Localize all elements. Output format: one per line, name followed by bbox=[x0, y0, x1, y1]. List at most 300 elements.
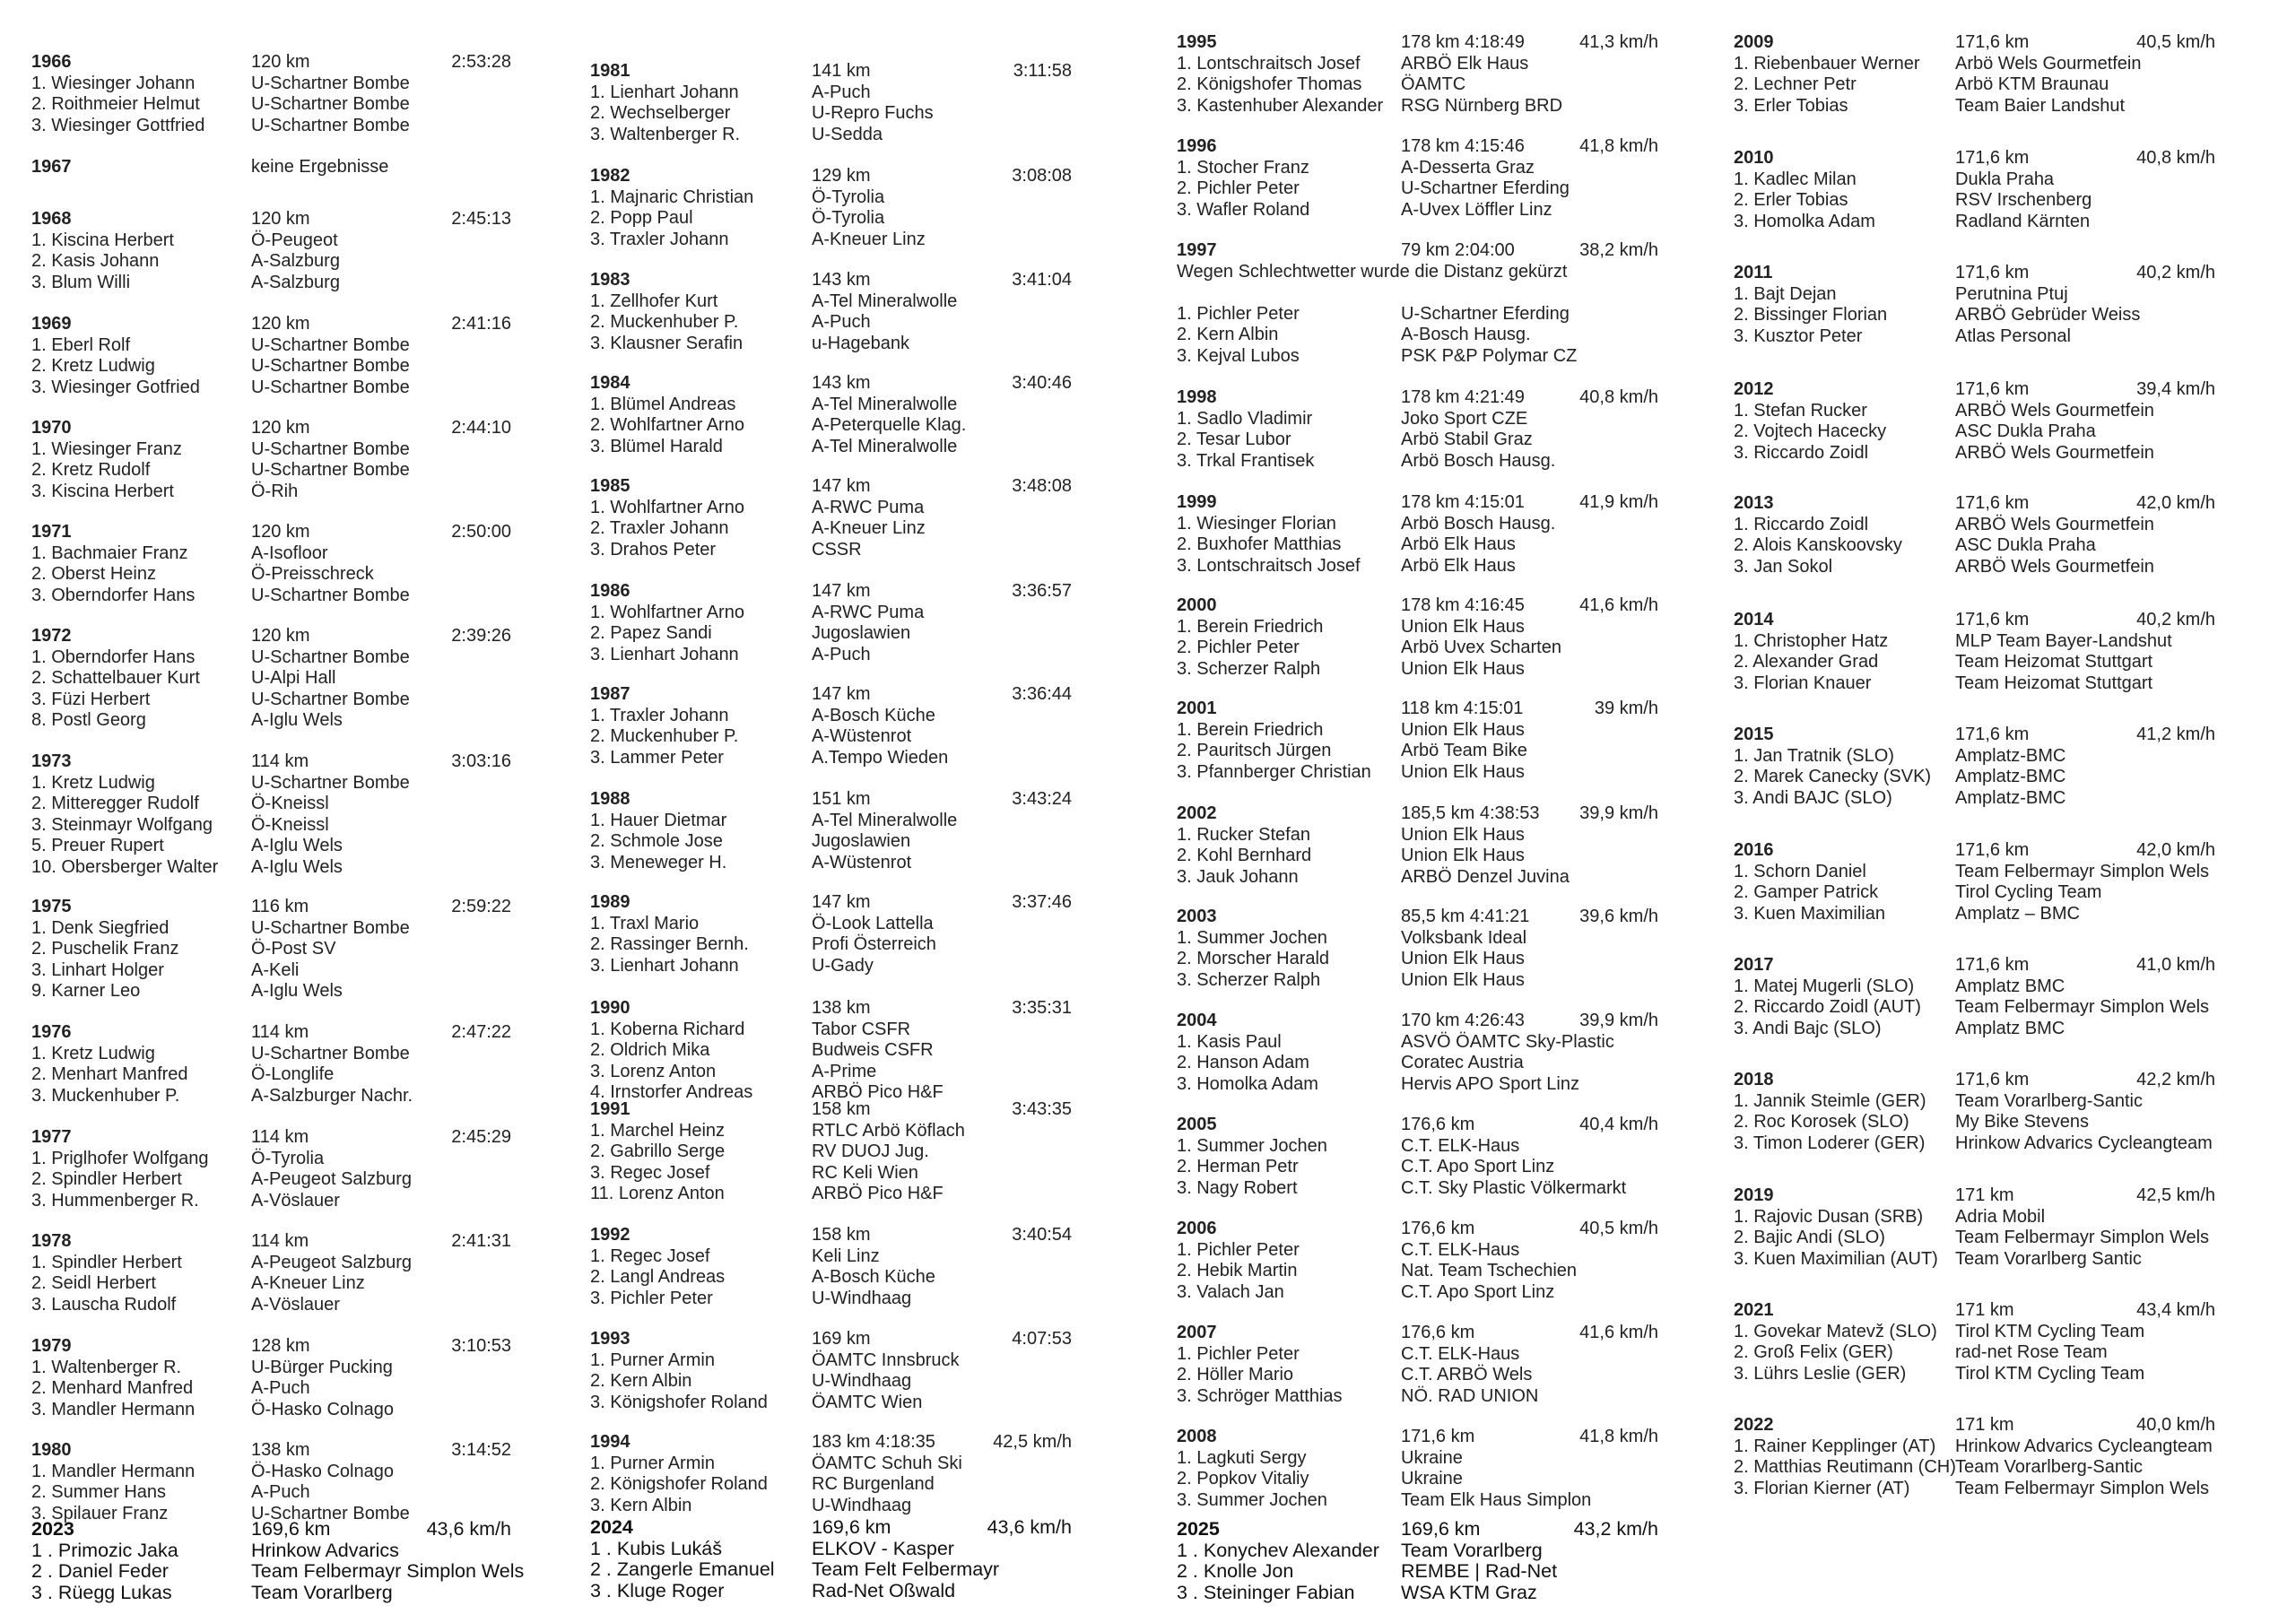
year-line bbox=[590, 581, 1072, 603]
year-label: 2013 bbox=[1734, 493, 1774, 513]
year-result-block bbox=[590, 684, 1072, 768]
rider-name: 3. Regec Josef bbox=[590, 1162, 710, 1183]
team-name: U-Windhaag bbox=[812, 1495, 912, 1515]
team-name: A-Salzburger Nachr. bbox=[251, 1085, 413, 1106]
rider-name: 2. Groß Felix (GER) bbox=[1734, 1342, 1893, 1362]
time-label: 2:44:10 bbox=[451, 418, 511, 438]
year-line bbox=[1177, 1219, 1658, 1240]
year-line bbox=[31, 897, 511, 918]
rider-name: 1. Waltenberger R. bbox=[31, 1357, 182, 1377]
result-line bbox=[31, 1400, 511, 1421]
result-line bbox=[1177, 1136, 1658, 1158]
team-name: Amplatz-BMC bbox=[1955, 767, 2066, 786]
team-name: ARBÖ Denzel Juvina bbox=[1401, 866, 1570, 887]
result-line bbox=[1734, 401, 2215, 422]
team-name: Team Elk Haus Simplon bbox=[1401, 1489, 1592, 1510]
rider-name: 2. Herman Petr bbox=[1177, 1157, 1299, 1176]
team-name: A-Tel Mineralwolle bbox=[812, 436, 958, 456]
year-result-block bbox=[31, 1022, 511, 1107]
team-name: A-Vöslauer bbox=[251, 1294, 340, 1315]
team-name: U-Schartner Bombe bbox=[251, 689, 410, 709]
result-line bbox=[1734, 652, 2215, 673]
result-line bbox=[1177, 1261, 1658, 1282]
distance-label: 169,6 km bbox=[812, 1516, 891, 1538]
result-line bbox=[590, 811, 1072, 832]
result-line bbox=[1177, 1386, 1658, 1408]
year-label: 1975 bbox=[31, 897, 72, 916]
time-label: 42,0 km/h bbox=[2136, 840, 2215, 860]
rider-name: 3. Kejval Lubos bbox=[1177, 345, 1300, 366]
team-name: A-Salzburg bbox=[251, 272, 340, 292]
time-label: 39,9 km/h bbox=[1579, 1011, 1658, 1030]
year-label: 1989 bbox=[590, 892, 631, 912]
result-line bbox=[31, 230, 511, 252]
distance-label: 178 km 4:16:45 bbox=[1401, 595, 1525, 615]
year-line bbox=[31, 522, 511, 543]
rider-name: 2. Spindler Herbert bbox=[31, 1169, 182, 1189]
rider-name: 3 . Steininger Fabian bbox=[1177, 1581, 1355, 1603]
team-name: Union Elk Haus bbox=[1401, 846, 1525, 865]
result-line bbox=[31, 857, 511, 879]
time-label: 2:41:31 bbox=[451, 1231, 511, 1251]
year-result-block bbox=[1734, 955, 2215, 1039]
team-name: Joko Sport CZE bbox=[1401, 408, 1528, 429]
result-line bbox=[590, 187, 1072, 209]
result-line bbox=[1177, 1053, 1658, 1074]
year-result-block bbox=[1734, 493, 2215, 577]
rider-name: 1. Oberndorfer Hans bbox=[31, 647, 196, 667]
rider-name: 3. Waltenberger R. bbox=[590, 124, 741, 144]
year-label: 2019 bbox=[1734, 1185, 1774, 1205]
distance-label: 143 km bbox=[812, 373, 871, 393]
team-name: A-Tel Mineralwolle bbox=[812, 810, 958, 830]
time-label: 3:43:24 bbox=[1012, 789, 1072, 809]
rider-name: 1. Lienhart Johann bbox=[590, 82, 739, 102]
team-name: Arbö Team Bike bbox=[1401, 741, 1527, 760]
year-result-block bbox=[31, 1336, 511, 1420]
result-line bbox=[590, 706, 1072, 727]
year-result-block bbox=[1177, 699, 1658, 783]
team-name: A-Bosch Küche bbox=[812, 705, 935, 725]
year-line bbox=[1177, 492, 1658, 514]
year-label: 1995 bbox=[1177, 32, 1217, 52]
year-label: 1984 bbox=[590, 373, 631, 393]
time-label: 3:35:31 bbox=[1012, 998, 1072, 1018]
rider-name: 3. Königshofer Roland bbox=[590, 1392, 768, 1412]
year-label: 2004 bbox=[1177, 1011, 1217, 1030]
team-name: A-RWC Puma bbox=[812, 497, 925, 517]
team-name: Union Elk Haus bbox=[1401, 969, 1525, 990]
team-name: A-Uvex Löffler Linz bbox=[1401, 199, 1552, 220]
year-result-block bbox=[1177, 1219, 1658, 1303]
year-label: 1981 bbox=[590, 61, 631, 81]
result-line bbox=[31, 815, 511, 837]
result-line bbox=[1177, 659, 1658, 681]
time-label: 3:37:46 bbox=[1012, 892, 1072, 912]
result-line bbox=[1177, 1282, 1658, 1304]
year-result-block bbox=[590, 61, 1072, 145]
year-line bbox=[31, 209, 511, 230]
distance-label: 116 km bbox=[251, 897, 309, 916]
year-result-block bbox=[1734, 1415, 2215, 1499]
rider-name: 3. Kern Albin bbox=[590, 1495, 692, 1515]
distance-label: 141 km bbox=[812, 61, 871, 81]
rider-name: 1. Koberna Richard bbox=[590, 1019, 745, 1039]
rider-name: 1. Pichler Peter bbox=[1177, 1239, 1300, 1260]
year-result-block bbox=[1177, 1323, 1658, 1407]
result-line bbox=[590, 914, 1072, 935]
time-label: 39,4 km/h bbox=[2136, 379, 2215, 399]
team-name: U-Schartner Bombe bbox=[251, 356, 410, 376]
time-label: 39,9 km/h bbox=[1579, 803, 1658, 823]
rider-name: 3. Lorenz Anton bbox=[590, 1061, 717, 1081]
year-line bbox=[1177, 803, 1658, 825]
team-name: ARBÖ Wels Gourmetfein bbox=[1955, 556, 2154, 577]
distance-label: 171 km bbox=[1955, 1185, 2014, 1205]
result-line bbox=[31, 586, 511, 607]
time-label: 40,2 km/h bbox=[2136, 610, 2215, 629]
team-name: My Bike Stevens bbox=[1955, 1112, 2089, 1132]
team-name: U-Gady bbox=[812, 955, 874, 976]
year-result-block bbox=[31, 1440, 511, 1524]
rider-name: 3. Oberndorfer Hans bbox=[31, 585, 196, 605]
team-name: Amplatz BMC bbox=[1955, 976, 2066, 996]
team-name: Team Felbermayr Simplon Wels bbox=[1955, 1478, 2210, 1498]
team-name: Dukla Praha bbox=[1955, 169, 2055, 189]
team-name: Arbö Stabil Graz bbox=[1401, 430, 1533, 449]
team-name: U-Repro Fuchs bbox=[812, 103, 934, 123]
team-name: Team Heizomat Stuttgart bbox=[1955, 652, 2153, 672]
year-result-block bbox=[590, 998, 1072, 1104]
result-line bbox=[590, 1393, 1072, 1414]
result-line bbox=[590, 1020, 1072, 1041]
time-label: 40,5 km/h bbox=[2136, 32, 2215, 52]
distance-label: 120 km bbox=[251, 626, 310, 646]
rider-name: 2. Gamper Patrick bbox=[1734, 882, 1879, 902]
team-name: A-Iglu Wels bbox=[251, 836, 343, 855]
result-line bbox=[1177, 54, 1658, 75]
time-label: 3:43:35 bbox=[1012, 1099, 1072, 1119]
result-line bbox=[1734, 96, 2215, 117]
year-label: 1969 bbox=[31, 314, 72, 334]
rider-name: 3. Trkal Frantisek bbox=[1177, 450, 1315, 471]
rider-name: 3. Kusztor Peter bbox=[1734, 325, 1863, 346]
rider-name: 2. Wohlfartner Arno bbox=[590, 415, 744, 435]
year-label: 1982 bbox=[590, 166, 631, 186]
rider-name: 1. Berein Friedrich bbox=[1177, 719, 1324, 740]
team-name: U-Schartner Bombe bbox=[251, 585, 410, 605]
distance-label: 171,6 km bbox=[1955, 610, 2030, 629]
result-line bbox=[1177, 346, 1658, 368]
year-result-block bbox=[31, 897, 511, 1002]
year-result-block bbox=[1734, 263, 2215, 347]
result-line bbox=[31, 356, 511, 378]
team-name: A-Desserta Graz bbox=[1401, 157, 1535, 178]
rider-name: 3. Nagy Robert bbox=[1177, 1177, 1298, 1198]
rider-name: 1. Wiesinger Florian bbox=[1177, 513, 1336, 534]
team-name: ARBÖ Pico H&F bbox=[812, 1184, 944, 1203]
team-name: ÖAMTC Wien bbox=[812, 1392, 923, 1412]
result-line bbox=[590, 1121, 1072, 1142]
year-line bbox=[31, 1336, 511, 1358]
year-line bbox=[590, 684, 1072, 706]
result-line bbox=[1734, 976, 2215, 998]
time-label: 40,2 km/h bbox=[2136, 263, 2215, 282]
rider-name: 1. Majnaric Christian bbox=[590, 187, 754, 207]
team-name: Hrinkow Advarics Cycleangteam bbox=[1955, 1133, 2213, 1153]
year-label: 1978 bbox=[31, 1231, 72, 1251]
result-line bbox=[1734, 767, 2215, 788]
result-line bbox=[31, 1541, 511, 1562]
team-name: Team Felt Felbermayr bbox=[812, 1558, 1000, 1580]
result-line bbox=[1734, 904, 2215, 925]
time-label: 40,5 km/h bbox=[1579, 1219, 1658, 1238]
year-line bbox=[1734, 148, 2215, 169]
time-label: 3:36:44 bbox=[1012, 684, 1072, 704]
rider-name: 3. Linhart Holger bbox=[31, 959, 164, 980]
rider-name: 2. Pichler Peter bbox=[1177, 638, 1300, 657]
team-name: A-Puch bbox=[812, 82, 871, 102]
year-line bbox=[1734, 1070, 2215, 1091]
team-name: U-Schartner Bombe bbox=[251, 460, 410, 480]
team-name: rad-net Rose Team bbox=[1955, 1342, 2108, 1362]
rider-name: 3. Summer Jochen bbox=[1177, 1489, 1327, 1510]
team-name: Ö-Post SV bbox=[251, 939, 336, 959]
year-result-block bbox=[1177, 492, 1658, 577]
distance-label: 171,6 km bbox=[1955, 32, 2030, 52]
distance-label: 151 km bbox=[812, 789, 871, 809]
rider-name: 1. Sadlo Vladimir bbox=[1177, 408, 1313, 429]
result-line bbox=[1734, 443, 2215, 464]
year-label: 1977 bbox=[31, 1127, 72, 1147]
team-name: RC Keli Wien bbox=[812, 1162, 918, 1183]
rider-name: 1. Wiesinger Johann bbox=[31, 73, 196, 93]
team-name: Budweis CSFR bbox=[812, 1040, 934, 1060]
result-line bbox=[31, 1064, 511, 1086]
time-label: 40,8 km/h bbox=[2136, 148, 2215, 168]
result-line bbox=[590, 1141, 1072, 1163]
year-line bbox=[590, 270, 1072, 291]
rider-name: 2. Roc Korosek (SLO) bbox=[1734, 1112, 1909, 1132]
distance-label: 171,6 km bbox=[1955, 840, 2030, 860]
year-line bbox=[31, 52, 511, 74]
result-line bbox=[1734, 326, 2215, 348]
team-name: U-Schartner Bombe bbox=[251, 94, 410, 114]
rider-name: 2. Papez Sandi bbox=[590, 623, 712, 643]
rider-name: 3. Hummenberger R. bbox=[31, 1190, 199, 1211]
year-label: 1971 bbox=[31, 522, 72, 542]
rider-name: 1. Summer Jochen bbox=[1177, 927, 1327, 948]
team-name: A-Bosch Küche bbox=[812, 1267, 935, 1287]
team-name: A-Prime bbox=[812, 1061, 877, 1081]
rider-name: 1. Kadlec Milan bbox=[1734, 169, 1857, 189]
team-name: RSG Nürnberg BRD bbox=[1401, 95, 1563, 116]
rider-name: 1. Kasis Paul bbox=[1177, 1031, 1282, 1052]
year-line bbox=[31, 1231, 511, 1253]
result-line bbox=[1177, 1178, 1658, 1200]
rider-name: 1. Rucker Stefan bbox=[1177, 824, 1310, 845]
year-result-block bbox=[1734, 1300, 2215, 1384]
rider-name: 1. Wohlfartner Arno bbox=[590, 602, 744, 622]
rider-name: 1. Zellhofer Kurt bbox=[590, 291, 718, 311]
distance-label: 147 km bbox=[812, 892, 871, 912]
rider-name: 1. Jannik Steimle (GER) bbox=[1734, 1090, 1926, 1111]
time-label: 41,0 km/h bbox=[2136, 955, 2215, 975]
rider-name: 2. Kretz Ludwig bbox=[31, 356, 155, 376]
result-line bbox=[31, 981, 511, 1002]
team-name: Ö-Look Lattella bbox=[812, 913, 934, 933]
rider-name: 2. Königshofer Roland bbox=[590, 1474, 768, 1494]
time-label: 41,2 km/h bbox=[2136, 725, 2215, 744]
rider-name: 3. Kiscina Herbert bbox=[31, 481, 174, 501]
rider-name: 3 . Rüegg Lukas bbox=[31, 1581, 172, 1603]
time-label: 43,6 km/h bbox=[426, 1518, 511, 1540]
result-line bbox=[590, 1539, 1072, 1560]
rider-name: 3. Riccardo Zoidl bbox=[1734, 442, 1869, 463]
result-line bbox=[590, 1559, 1072, 1581]
rider-name: 1. Rajovic Dusan (SRB) bbox=[1734, 1206, 1924, 1227]
distance-label: 185,5 km 4:38:53 bbox=[1401, 803, 1540, 823]
distance-label: 85,5 km 4:41:21 bbox=[1401, 907, 1530, 926]
team-name: A-Iglu Wels bbox=[251, 981, 343, 1001]
result-line bbox=[31, 439, 511, 461]
team-name: ARBÖ Gebrüder Weiss bbox=[1955, 305, 2141, 325]
year-line bbox=[590, 1225, 1072, 1246]
result-line bbox=[590, 540, 1072, 561]
team-name: Jugoslawien bbox=[812, 831, 911, 851]
time-label: 3:40:54 bbox=[1012, 1225, 1072, 1245]
distance-label: 176,6 km bbox=[1401, 1219, 1475, 1238]
result-line bbox=[1734, 1133, 2215, 1155]
team-name: Ö-Hasko Colnago bbox=[251, 1399, 394, 1419]
rider-name: 1. Priglhofer Wolfgang bbox=[31, 1148, 209, 1168]
result-line bbox=[1177, 1583, 1658, 1604]
rider-name: 3. Kuen Maximilian bbox=[1734, 903, 1885, 924]
rider-name: 1. Matej Mugerli (SLO) bbox=[1734, 976, 1915, 996]
rider-name: 2. Marek Canecky (SVK) bbox=[1734, 767, 1932, 786]
result-line bbox=[590, 603, 1072, 624]
year-result-block bbox=[590, 1099, 1072, 1205]
distance-label: 138 km bbox=[812, 998, 871, 1018]
year-line bbox=[31, 1519, 511, 1541]
distance-label: 183 km 4:18:35 bbox=[812, 1432, 935, 1452]
rider-name: 2. Summer Hans bbox=[31, 1482, 167, 1502]
team-name: Arbö Bosch Hausg. bbox=[1401, 513, 1556, 534]
result-line bbox=[31, 1378, 511, 1400]
team-name: Union Elk Haus bbox=[1401, 949, 1525, 968]
year-label: 2015 bbox=[1734, 725, 1774, 744]
team-name: Arbö Wels Gourmetfein bbox=[1955, 53, 2142, 74]
team-name: Team Felbermayr Simplon Wels bbox=[1955, 1228, 2210, 1247]
distance-label: 114 km bbox=[251, 1231, 309, 1251]
result-line bbox=[590, 956, 1072, 977]
team-name: WSA KTM Graz bbox=[1401, 1581, 1537, 1603]
team-name: U-Sedda bbox=[812, 124, 883, 144]
year-result-block bbox=[590, 1329, 1072, 1413]
team-name: Volksbank Ideal bbox=[1401, 927, 1527, 948]
rider-name: 1. Denk Siegfried bbox=[31, 917, 170, 938]
team-name: Amplatz – BMC bbox=[1955, 903, 2080, 924]
time-label: 41,9 km/h bbox=[1579, 492, 1658, 512]
team-name: A-Puch bbox=[251, 1482, 310, 1502]
time-label: 42,5 km/h bbox=[993, 1432, 1072, 1452]
rider-name: 3. Lontschraitsch Josef bbox=[1177, 555, 1361, 576]
rider-name: 4. Irnstorfer Andreas bbox=[590, 1082, 753, 1102]
result-line bbox=[31, 1295, 511, 1316]
result-line bbox=[1177, 556, 1658, 577]
result-line bbox=[1177, 1032, 1658, 1054]
team-name: ÖAMTC bbox=[1401, 74, 1466, 94]
distance-label: 171,6 km bbox=[1955, 955, 2030, 975]
team-name: A-Isofloor bbox=[251, 542, 328, 563]
year-label: 1979 bbox=[31, 1336, 72, 1356]
year-line bbox=[590, 476, 1072, 498]
distance-label: 178 km 4:21:49 bbox=[1401, 387, 1525, 407]
rider-name: 3. Scherzer Ralph bbox=[1177, 658, 1321, 679]
year-result-block bbox=[1177, 136, 1658, 221]
result-line bbox=[1177, 158, 1658, 179]
team-name: C.T. ARBÖ Wels bbox=[1401, 1365, 1533, 1384]
result-line bbox=[1734, 1112, 2215, 1133]
team-name: A-RWC Puma bbox=[812, 602, 925, 622]
time-label: 42,5 km/h bbox=[2136, 1185, 2215, 1205]
distance-label: 128 km bbox=[251, 1336, 310, 1356]
time-label: 3:41:04 bbox=[1012, 270, 1072, 290]
rider-name: 2. Buxhofer Matthias bbox=[1177, 534, 1342, 554]
rider-name: 1. Purner Armin bbox=[590, 1350, 715, 1370]
team-name: RTLC Arbö Köflach bbox=[812, 1120, 965, 1141]
rider-name: 2. Mitteregger Rudolf bbox=[31, 794, 199, 813]
result-line bbox=[31, 1462, 511, 1483]
result-line bbox=[1734, 1479, 2215, 1500]
rider-name: 2. Muckenhuber P. bbox=[590, 312, 739, 332]
result-line bbox=[1177, 928, 1658, 950]
team-name: Arbö KTM Braunau bbox=[1955, 74, 2109, 94]
distance-label: 158 km bbox=[812, 1099, 871, 1119]
team-name: ASC Dukla Praha bbox=[1955, 535, 2096, 555]
team-name: U-Schartner Bombe bbox=[251, 1503, 410, 1523]
team-name: A-Vöslauer bbox=[251, 1190, 340, 1211]
rider-name: 3. Andi Bajc (SLO) bbox=[1734, 1018, 1882, 1038]
time-label: 38,2 km/h bbox=[1579, 240, 1658, 260]
rider-name: 1. Mandler Hermann bbox=[31, 1461, 196, 1481]
rider-name: 2. Kretz Rudolf bbox=[31, 460, 151, 480]
team-name: U-Schartner Bombe bbox=[251, 1043, 410, 1063]
year-line bbox=[1734, 263, 2215, 284]
result-line bbox=[1177, 1469, 1658, 1490]
team-name: Ö-Tyrolia bbox=[251, 1148, 325, 1168]
result-line bbox=[31, 1358, 511, 1379]
rider-name: 2. Hanson Adam bbox=[1177, 1053, 1309, 1072]
year-label: 2016 bbox=[1734, 840, 1774, 860]
result-line bbox=[590, 853, 1072, 874]
year-label: 1968 bbox=[31, 209, 72, 229]
rider-name: 3. Lammer Peter bbox=[590, 747, 724, 768]
result-line bbox=[1177, 178, 1658, 200]
result-line bbox=[1734, 673, 2215, 695]
year-line bbox=[1734, 1300, 2215, 1322]
rider-name: 1. Lagkuti Sergy bbox=[1177, 1447, 1307, 1468]
distance-label: 178 km 4:18:49 bbox=[1401, 32, 1525, 52]
rider-name: 3. Füzi Herbert bbox=[31, 689, 151, 709]
team-name: Coratec Austria bbox=[1401, 1053, 1524, 1072]
year-label: 1972 bbox=[31, 626, 72, 646]
result-line bbox=[1177, 1448, 1658, 1470]
year-result-block bbox=[1177, 1427, 1658, 1511]
team-name: U-Windhaag bbox=[812, 1371, 912, 1391]
year-label: 2021 bbox=[1734, 1300, 1774, 1320]
time-label: 42,0 km/h bbox=[2136, 493, 2215, 513]
